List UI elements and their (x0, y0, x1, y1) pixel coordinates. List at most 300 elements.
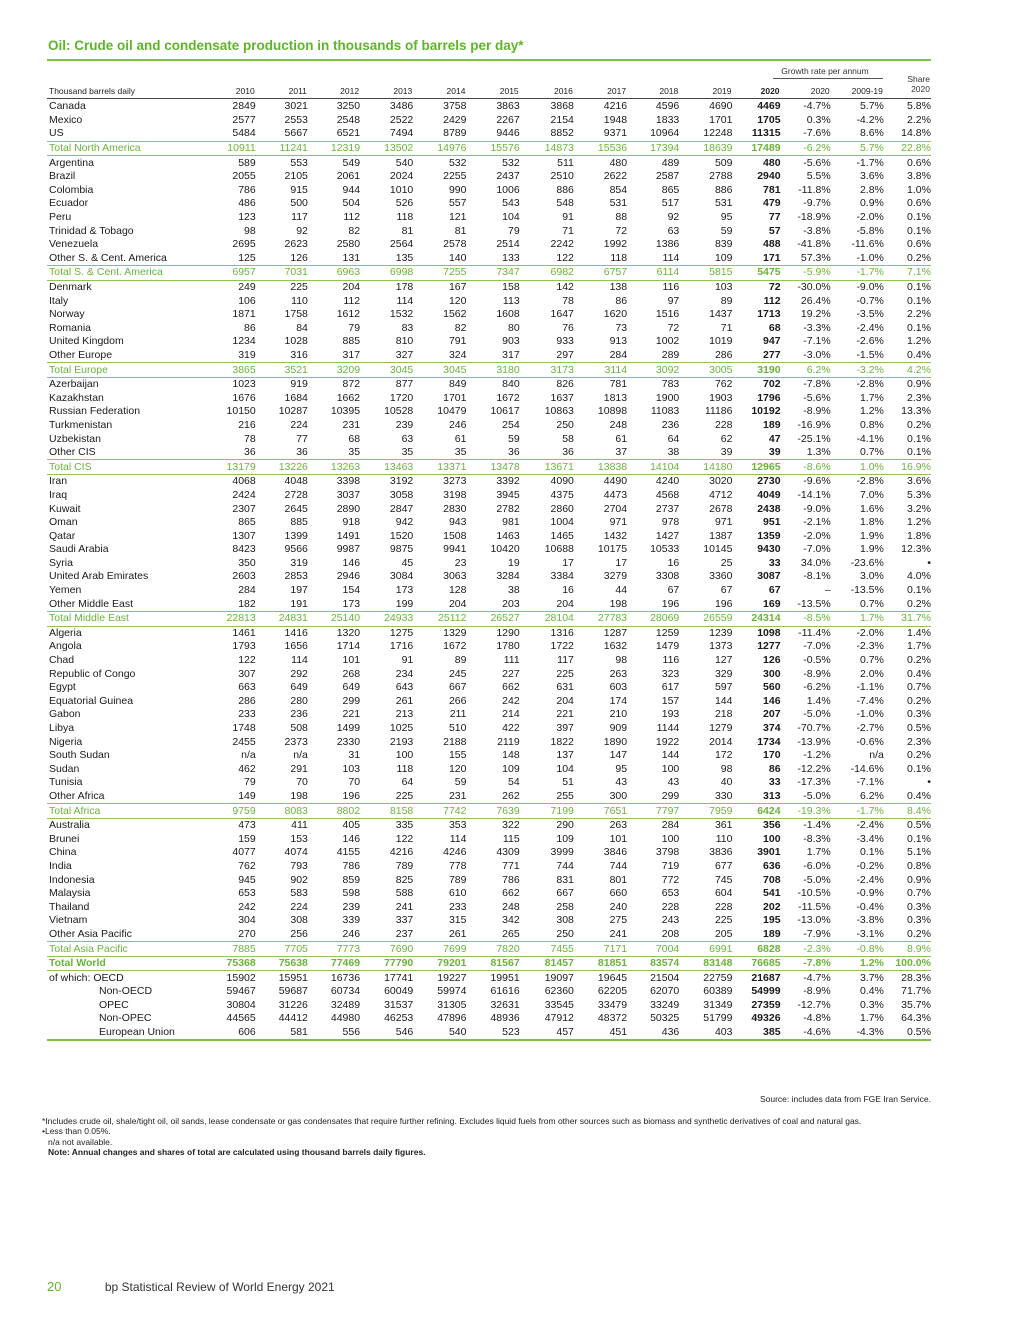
cell-value: 5815 (679, 266, 732, 281)
cell-value: 196 (661, 597, 680, 610)
cell-value: 540 (413, 1026, 466, 1041)
cell-value: 233 (238, 708, 256, 721)
cell-value: 4690 (709, 100, 733, 113)
cell-value: 4712 (709, 488, 733, 501)
cell-value: 40 (720, 776, 733, 789)
cell-value: 531 (714, 197, 733, 210)
cell-share: 0.9% (907, 378, 931, 391)
cell-value: 786 (342, 859, 361, 872)
cell-value: 236 (290, 708, 308, 721)
cell-value: 61 (454, 432, 467, 445)
cell-value: 120 (448, 762, 467, 775)
cell-share: 0.1% (907, 294, 931, 307)
cell-value: 1758 (284, 308, 308, 321)
cell-value: 123 (238, 211, 256, 224)
cell-value: 17489 (732, 141, 780, 156)
cell-value: 947 (763, 335, 781, 348)
cell-value: 3846 (603, 846, 628, 859)
cell-value: 31349 (703, 998, 733, 1011)
cell-value: 44980 (330, 1012, 361, 1025)
row-label: Iraq (49, 488, 68, 501)
cell-value: 9759 (207, 804, 256, 819)
cell-share: 7.1% (884, 266, 931, 281)
table-row (47, 280, 931, 294)
cell-value: 1903 (709, 391, 733, 404)
cell-value: 118 (396, 211, 414, 224)
cell-value: 261 (448, 927, 467, 940)
cell-value: 2014 (709, 735, 733, 748)
cell-growth: -17.3% (797, 776, 831, 789)
cell-share: 22.8% (884, 141, 931, 156)
table-row (47, 377, 931, 391)
cell-value: 233 (448, 900, 467, 913)
cell-value: 2522 (389, 113, 414, 126)
cell-value: 1387 (709, 529, 733, 542)
cell-growth: -23.6% (850, 556, 884, 569)
cell-value: 978 (661, 516, 680, 529)
cell-value: 81567 (466, 956, 519, 971)
cell-value: 60389 (703, 985, 733, 998)
cell-value: 28104 (520, 611, 574, 626)
cell-share: 4.0% (907, 570, 931, 583)
cell-value: 762 (238, 859, 256, 872)
cell-share: 8.4% (884, 804, 931, 819)
cell-share: 2.3% (907, 735, 931, 748)
cell-value: 146 (763, 694, 781, 707)
cell-value: 32489 (330, 998, 361, 1011)
cell-value: 6757 (574, 266, 627, 281)
table-row (47, 914, 931, 928)
cell-value: 100 (661, 762, 680, 775)
cell-value: 7639 (466, 804, 519, 819)
row-label: Brunei (49, 832, 80, 845)
cell-value: 7004 (627, 942, 679, 957)
cell-value: 3798 (655, 846, 680, 859)
cell-growth: 1.0% (831, 460, 884, 475)
cell-value: 142 (556, 281, 574, 294)
cell-value: 196 (342, 789, 361, 802)
cell-growth: -7.8% (781, 956, 831, 971)
row-label: Equatorial Guinea (49, 694, 134, 707)
cell-growth: 0.1% (859, 846, 884, 859)
cell-value: 2553 (284, 113, 308, 126)
cell-value: 9875 (389, 543, 414, 556)
cell-value: 1279 (709, 722, 733, 735)
cell-value: 990 (448, 183, 467, 196)
cell-value: 1461 (232, 626, 256, 639)
cell-value: 385 (732, 1026, 780, 1041)
row-label: Qatar (49, 529, 76, 542)
cell-value: 5484 (232, 127, 256, 140)
cell-growth: -70.7% (797, 722, 831, 735)
cell-value: 231 (448, 789, 467, 802)
cell-value: 361 (714, 819, 733, 832)
cell-share: 0.5% (907, 819, 931, 832)
cell-value: 543 (502, 197, 520, 210)
cell-value: 221 (556, 708, 574, 721)
cell-value: 913 (609, 335, 628, 348)
table-total-row (47, 956, 931, 971)
cell-value: 1813 (603, 391, 628, 404)
cell-value: 100 (763, 832, 781, 845)
year-header: 2018 (659, 86, 679, 96)
cell-growth: -8.5% (781, 611, 831, 626)
page-footer (47, 1279, 335, 1294)
cell-value: 2860 (550, 502, 574, 515)
cell-value: 13478 (466, 460, 519, 475)
year-header: 2010 (235, 86, 255, 96)
row-label: Australia (49, 819, 90, 832)
cell-value: 2055 (232, 170, 256, 183)
footnote-note: Note: Annual changes and shares of total are calculated using thousand barrels daily figures. (48, 1147, 426, 1158)
footnote-na: n/a not available. (48, 1136, 113, 1147)
cell-value: 116 (662, 281, 680, 294)
cell-growth: -2.0% (856, 211, 884, 224)
cell-value: 597 (714, 681, 733, 694)
cell-value: 3045 (413, 363, 466, 378)
year-header: 2012 (340, 86, 360, 96)
cell-value: 7494 (389, 127, 414, 140)
table-row (47, 502, 931, 516)
table-row (47, 475, 931, 489)
cell-value: 204 (556, 694, 574, 707)
cell-value: 14976 (413, 141, 466, 156)
cell-value: 356 (763, 819, 781, 832)
cell-value: 121 (448, 211, 467, 224)
cell-value: 653 (238, 887, 256, 900)
row-label: Vietnam (49, 914, 88, 927)
cell-value: 786 (502, 873, 520, 886)
cell-value: 2455 (232, 735, 256, 748)
cell-growth: -9.0% (803, 502, 831, 515)
cell-value: 8158 (360, 804, 413, 819)
cell-growth: -5.0% (803, 873, 831, 886)
cell-growth: -3.0% (803, 348, 831, 361)
cell-growth: 57.3% (800, 251, 831, 264)
cell-value: 319 (290, 556, 308, 569)
cell-growth: -8.1% (803, 570, 831, 583)
cell-value: 4049 (757, 488, 781, 501)
cell-value: 3180 (466, 363, 519, 378)
row-label: Colombia (49, 183, 94, 196)
cell-value: 91 (562, 211, 574, 224)
row-label: Total World (47, 956, 207, 971)
table-row (47, 654, 931, 668)
cell-value: 98 (615, 654, 628, 667)
cell-growth: 5.7% (831, 141, 884, 156)
cell-growth: -2.1% (803, 516, 831, 529)
cell-value: 86 (615, 294, 628, 307)
cell-share: 0.1% (907, 224, 931, 237)
page-title: Oil: Crude oil and condensate production in thousands of barrels per day* (48, 38, 524, 53)
cell-growth: -4.2% (856, 113, 884, 126)
cell-value: 4469 (757, 100, 781, 113)
cell-value: 10911 (207, 141, 256, 156)
cell-value: 1701 (709, 113, 733, 126)
cell-value: 60049 (384, 985, 414, 998)
cell-value: 199 (395, 597, 414, 610)
cell-value: 144 (661, 749, 680, 762)
cell-growth: 1.7% (806, 846, 831, 859)
cell-value: 15951 (278, 971, 308, 984)
cell-value: 68 (348, 432, 361, 445)
cell-value: 480 (609, 156, 628, 169)
cell-value: 114 (662, 251, 680, 264)
cell-value: 36 (296, 446, 308, 459)
cell-value: 1612 (336, 308, 361, 321)
cell-value: 480 (763, 156, 781, 169)
cell-value: 4246 (443, 846, 467, 859)
table-row (47, 900, 931, 914)
cell-growth: -8.6% (781, 460, 831, 475)
cell-value: 9987 (336, 543, 361, 556)
cell-value: 1900 (655, 391, 680, 404)
cell-value: 1006 (496, 183, 520, 196)
cell-value: 225 (714, 914, 733, 927)
cell-value: 19 (507, 556, 520, 569)
cell-share: 0.2% (907, 694, 931, 707)
cell-value: 397 (556, 722, 574, 735)
cell-value: 59467 (226, 985, 256, 998)
cell-share: 1.7% (907, 640, 931, 653)
cell-value: 457 (520, 1026, 574, 1041)
cell-share: 31.7% (884, 611, 931, 626)
cell-value: 239 (342, 900, 361, 913)
cell-value: 885 (290, 516, 308, 529)
cell-value: 589 (238, 156, 256, 169)
cell-value: 64 (667, 432, 680, 445)
cell-value: 9941 (443, 543, 467, 556)
cell-value: 62070 (650, 985, 680, 998)
cell-value: 59 (507, 432, 520, 445)
cell-value: 270 (238, 927, 256, 940)
cell-value: 98 (720, 762, 733, 775)
row-label: Other Europe (49, 348, 113, 361)
row-label: Total CIS (47, 460, 207, 475)
table-row (47, 308, 931, 322)
cell-value: 902 (290, 873, 308, 886)
cell-value: 89 (720, 294, 733, 307)
cell-value: 7651 (574, 804, 627, 819)
cell-growth: 1.2% (831, 956, 884, 971)
year-header: 2014 (446, 86, 466, 96)
cell-value: 112 (763, 294, 781, 307)
cell-value: 5475 (732, 266, 780, 281)
cell-value: 72 (615, 224, 628, 237)
table-row (47, 722, 931, 736)
cell-value: 170 (763, 749, 781, 762)
cell-value: 840 (502, 378, 520, 391)
cell-value: 810 (395, 335, 414, 348)
cell-value: 167 (448, 281, 467, 294)
cell-share: • (927, 556, 931, 569)
cell-growth: 0.7% (859, 597, 884, 610)
cell-value: 781 (609, 378, 628, 391)
cell-growth: -0.6% (856, 735, 884, 748)
cell-share: 5.8% (907, 100, 931, 113)
cell-value: 462 (238, 762, 256, 775)
cell-value: 4216 (389, 846, 414, 859)
cell-value: 79201 (413, 956, 466, 971)
cell-value: 153 (290, 832, 308, 845)
cell-growth: -9.0% (856, 281, 884, 294)
cell-value: 10287 (278, 405, 308, 418)
cell-value: 6991 (679, 942, 732, 957)
cell-growth: 0.3% (806, 113, 831, 126)
table-row (47, 100, 931, 114)
cell-value: 146 (342, 832, 361, 845)
cell-share: 12.3% (901, 543, 931, 556)
cell-value: 405 (342, 819, 361, 832)
cell-value: 35 (454, 446, 467, 459)
cell-value: 21504 (650, 971, 680, 984)
table-row (47, 776, 931, 790)
cell-value: 79 (507, 224, 520, 237)
cell-value: 2267 (496, 113, 520, 126)
cell-growth: -5.8% (856, 224, 884, 237)
cell-value: 789 (395, 859, 414, 872)
cell-growth: 1.9% (859, 529, 884, 542)
cell-growth: -8.9% (803, 667, 831, 680)
cell-value: 95 (720, 211, 733, 224)
cell-value: 126 (290, 251, 308, 264)
cell-value: 339 (342, 914, 361, 927)
cell-value: 214 (502, 708, 520, 721)
cell-value: 919 (290, 378, 308, 391)
cell-value: 12965 (732, 460, 780, 475)
cell-value: 1701 (443, 391, 467, 404)
cell-value: 27783 (574, 611, 627, 626)
cell-value: 2737 (655, 502, 680, 515)
cell-value: 1780 (496, 640, 520, 653)
cell-value: 771 (502, 859, 520, 872)
cell-value: 1023 (232, 378, 256, 391)
cell-value: 100 (661, 832, 680, 845)
cell-value: 316 (290, 348, 308, 361)
cell-value: 81851 (574, 956, 627, 971)
table-row (47, 224, 931, 238)
cell-value: 1465 (550, 529, 574, 542)
table-row (47, 184, 931, 198)
cell-growth: -3.8% (856, 914, 884, 927)
cell-value: 2424 (232, 488, 256, 501)
cell-value: 510 (448, 722, 467, 735)
cell-value: 2580 (336, 238, 361, 251)
row-label: Venezuela (49, 238, 99, 251)
cell-growth: 0.7% (859, 654, 884, 667)
cell-value: 1010 (389, 183, 414, 196)
cell-value: 62360 (544, 985, 574, 998)
cell-share: 0.7% (907, 887, 931, 900)
cell-value: 86 (768, 762, 781, 775)
cell-growth: -5.0% (803, 789, 831, 802)
cell-value: 2154 (550, 113, 574, 126)
cell-value: 2645 (284, 502, 308, 515)
cell-growth: -14.1% (797, 488, 831, 501)
cell-growth: -13.9% (797, 735, 831, 748)
table-row (47, 197, 931, 211)
table-row (47, 127, 931, 141)
cell-value: 667 (556, 887, 574, 900)
cell-value: 72 (667, 321, 680, 334)
cell-value: 7171 (574, 942, 627, 957)
cell-value: 60734 (330, 985, 361, 998)
cell-value: 284 (609, 348, 628, 361)
cell-value: 1720 (389, 391, 414, 404)
cell-value: 228 (661, 900, 680, 913)
cell-value: 221 (342, 708, 361, 721)
cell-value: 7797 (627, 804, 679, 819)
table-row (47, 349, 931, 363)
year-header: 2016 (553, 86, 573, 96)
cell-value: 2193 (389, 735, 414, 748)
table-row (47, 846, 931, 860)
cell-value: 300 (763, 667, 781, 680)
cell-value: 7690 (360, 942, 413, 957)
cell-value: 204 (448, 597, 467, 610)
row-label: Indonesia (49, 873, 95, 886)
cell-value: 789 (448, 873, 467, 886)
cell-growth: 5.7% (859, 100, 884, 113)
cell-value: 4568 (655, 488, 680, 501)
cell-value: 78 (562, 294, 574, 307)
cell-growth: -1.0% (856, 708, 884, 721)
cell-value: 10175 (597, 543, 628, 556)
cell-share: 1.2% (907, 335, 931, 348)
cell-value: 1359 (757, 529, 781, 542)
cell-value: 1491 (336, 529, 361, 542)
cell-value: 8083 (256, 804, 308, 819)
cell-value: 198 (609, 597, 628, 610)
cell-growth: -2.4% (856, 321, 884, 334)
cell-value: 598 (342, 887, 361, 900)
row-label: Total North America (47, 141, 207, 156)
cell-growth: 1.7% (859, 1012, 884, 1025)
cell-value: 1948 (603, 113, 628, 126)
cell-value: 1890 (603, 735, 628, 748)
cell-value: 915 (290, 183, 308, 196)
cell-value: 122 (238, 654, 256, 667)
cell-growth: 1.3% (806, 446, 831, 459)
cell-growth: 1.8% (859, 516, 884, 529)
cell-value: 83574 (627, 956, 679, 971)
footnote-less-than: •Less than 0.05%. (42, 1126, 111, 1137)
cell-value: 157 (661, 694, 680, 707)
cell-value: 9446 (496, 127, 520, 140)
cell-share: 0.6% (907, 197, 931, 210)
cell-value: 33545 (544, 998, 574, 1011)
growth-rate-header: Growth rate per annum (781, 66, 869, 76)
cell-value: 59 (720, 224, 733, 237)
table-row (47, 763, 931, 777)
cell-value: 250 (556, 927, 574, 940)
cell-value: 322 (502, 819, 520, 832)
cell-value: 3945 (496, 488, 520, 501)
cell-share: 3.8% (907, 170, 931, 183)
cell-value: 560 (763, 681, 781, 694)
cell-value: 246 (448, 418, 467, 431)
cell-value: 240 (609, 900, 628, 913)
cell-growth: -13.5% (797, 597, 831, 610)
cell-share: 0.1% (907, 762, 931, 775)
cell-value: 88 (615, 211, 628, 224)
cell-value: 8802 (308, 804, 360, 819)
cell-growth: n/a (869, 749, 884, 762)
cell-value: 553 (290, 156, 308, 169)
cell-share: 0.4% (907, 667, 931, 680)
cell-value: 173 (395, 584, 414, 597)
cell-value: 33479 (597, 998, 628, 1011)
